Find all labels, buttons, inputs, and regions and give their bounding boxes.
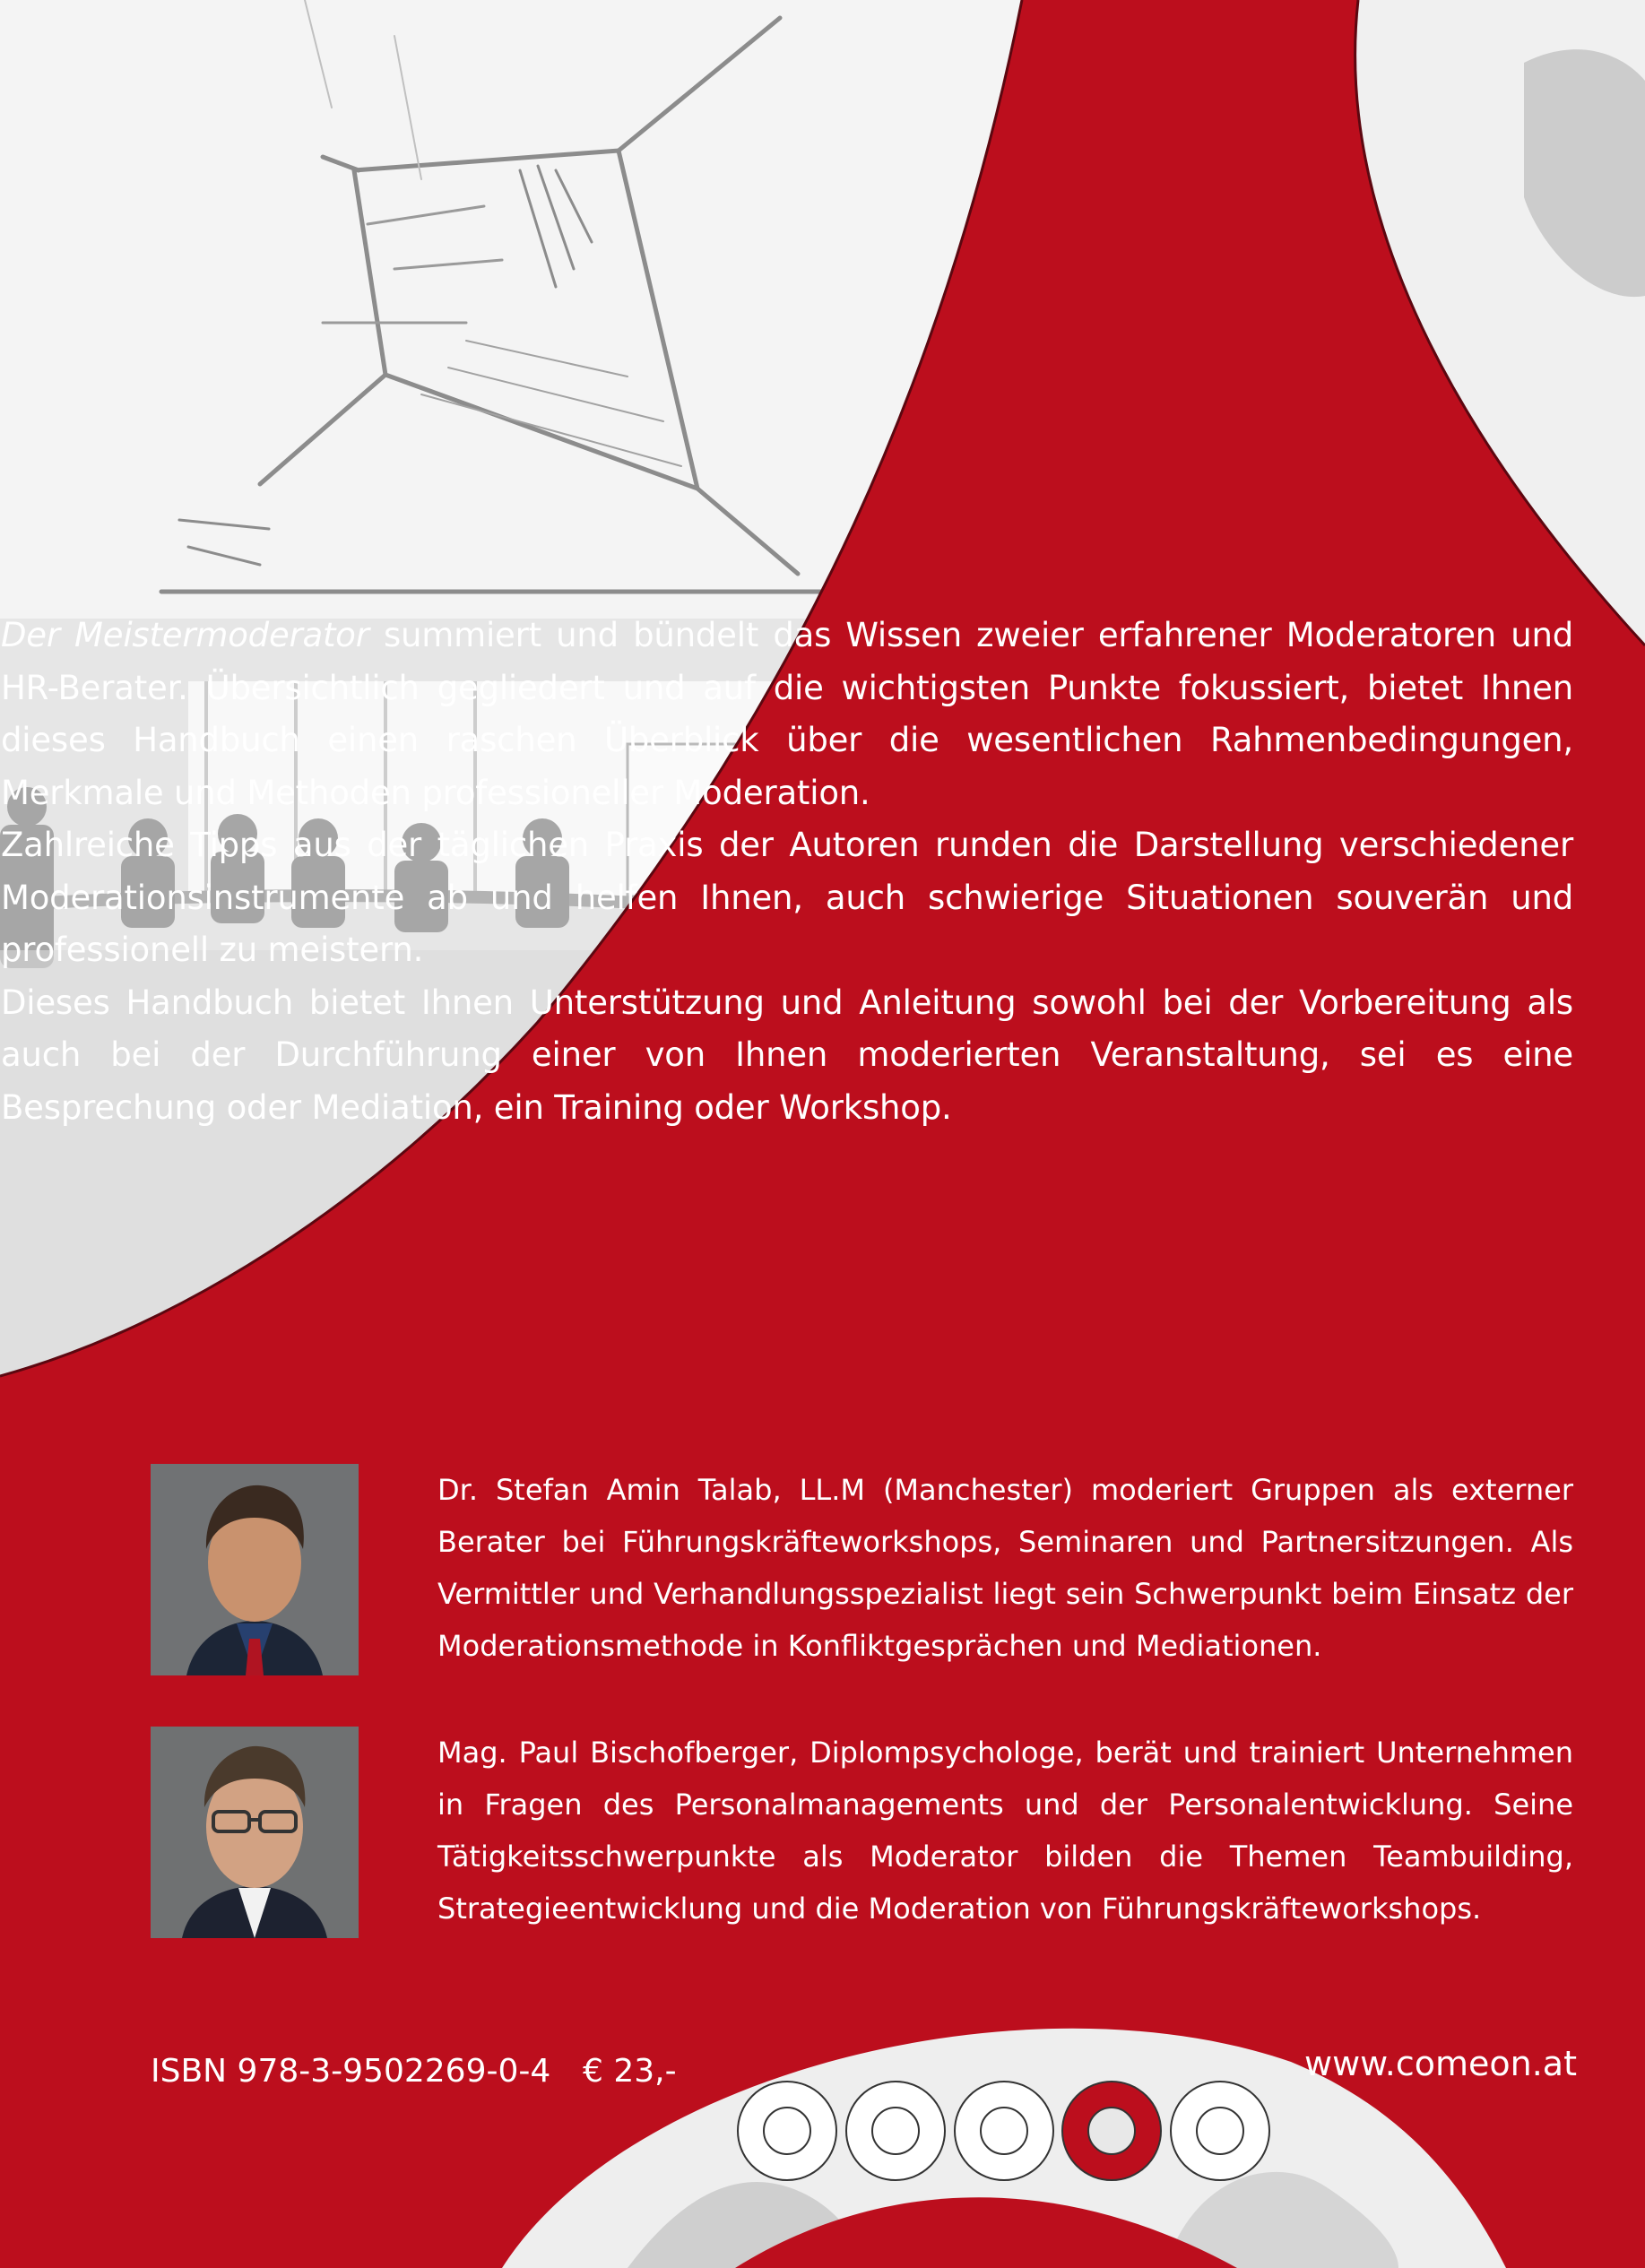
- series-circle-1: [738, 2082, 836, 2180]
- book-title: Der Meistermoderator: [1, 616, 369, 654]
- author-1-portrait: [151, 1464, 359, 1675]
- isbn: ISBN 978-3-9502269-0-4: [151, 2053, 551, 2090]
- author-2-portrait: [151, 1727, 359, 1938]
- book-description: [0, 610, 1573, 1134]
- description-paragraph-2: Zahlreiche Tipps aus der täglichen Praxis der Autoren runden die Darstellung verschiedener Moderationsinstrumente ab und helfen Ihnen, auch schwierige Situationen souverän und professionell zu meistern.: [1, 826, 1573, 969]
- series-circle-4-active: [1062, 2082, 1161, 2180]
- publisher-website[interactable]: www.comeon.at: [1304, 2044, 1577, 2083]
- series-circle-2: [846, 2082, 945, 2180]
- description-block: [0, 610, 1573, 1398]
- series-circle-3: [955, 2082, 1053, 2180]
- author-1-bio: Dr. Stefan Amin Talab, LL.M (Manchester) moderiert Gruppen als externer Berater bei Führungskräfteworkshops, Seminaren und Partnersitzungen. Als Vermittler und Verhandlungsspezialist liegt sein Schwerpunkt beim Einsatz der Moderationsmethode in Konfliktgesprächen und Mediationen.: [437, 1473, 1573, 1663]
- author-2-bio: Mag. Paul Bischofberger, Diplompsychologe, berät und trainiert Unternehmen in Fragen des Personalmanagements und der Personalentwicklung. Seine Tätigkeitsschwerpunkte als Moderator bilden die Themen Teambuilding, Strategieentwicklung und die Moderation von Führungskräfteworkshops.: [437, 1736, 1573, 1926]
- description-paragraph-1: summiert und bündelt das Wissen zweier erfahrener Moderatoren und HR-Berater. Übersichtlich gegliedert und auf die wichtigsten Punkte fokussiert, bietet Ihnen dieses Handbuch einen raschen Überblick über die wesentlichen Rahmenbedingungen, Merkmale und Methoden professioneller Moderation.: [1, 616, 1573, 812]
- price: € 23,-: [583, 2053, 677, 2090]
- series-circle-5: [1171, 2082, 1269, 2180]
- series-indicator: [738, 2082, 1269, 2180]
- description-paragraph-3: Dieses Handbuch bietet Ihnen Unterstützung und Anleitung sowohl bei der Vorbereitung als auch bei der Durchführung einer von Ihnen moderierten Veranstaltung, sei es eine Besprechung oder Mediation, ein Training oder Workshop.: [1, 983, 1573, 1127]
